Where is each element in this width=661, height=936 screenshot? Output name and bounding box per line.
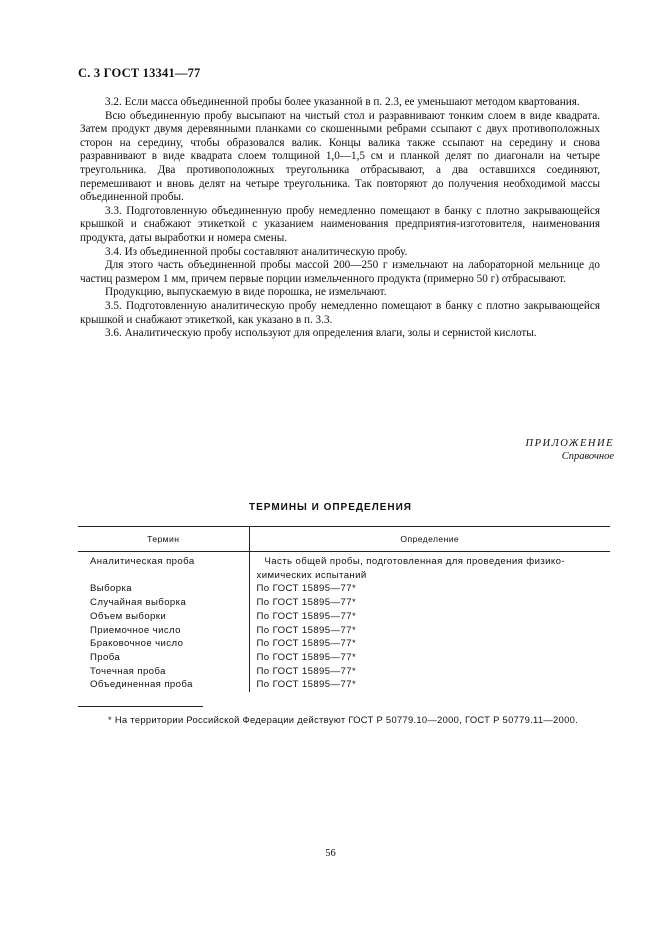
definition-cell: По ГОСТ 15895—77* (249, 637, 610, 651)
table-row (78, 651, 610, 665)
footnote: * На территории Российской Федерации действуют ГОСТ Р 50779.10—2000, ГОСТ Р 50779.11—2000. (108, 714, 578, 725)
term-cell: Объединенная проба (90, 679, 193, 691)
paragraph-3-3: 3.3. Подготовленную объединенную пробу немедленно помещают в банку с плотно закрывающейся крышкой и снабжают этикеткой с указанием наименования предприятия-изготовителя, наименования продукта, даты выработки и номера смены. (80, 204, 600, 244)
term-cell: Точечная проба (90, 665, 166, 677)
paragraph-3-5: 3.5. Подготовленную аналитическую пробу немедленно помещают в банку с плотно закрывающейся крышкой и снабжают этикеткой, как указано в п. 3.3. (80, 299, 600, 326)
page-number: 56 (325, 848, 336, 859)
table-row (78, 552, 610, 583)
table-row (78, 610, 610, 624)
page-header: С. 3 ГОСТ 13341—77 (78, 66, 201, 80)
definition-cell: По ГОСТ 15895—77* (249, 624, 610, 638)
table-row (78, 665, 610, 679)
table-row (78, 637, 610, 651)
table-row (78, 596, 610, 610)
table-header-row (78, 527, 610, 552)
appendix-title: ПРИЛОЖЕНИЕ (525, 438, 614, 449)
definition-cell: По ГОСТ 15895—77* (249, 678, 610, 692)
appendix-label (526, 437, 615, 463)
terms-title: ТЕРМИНЫ И ОПРЕДЕЛЕНИЯ (249, 502, 412, 513)
body-text (80, 96, 600, 341)
paragraph-grinding: Для этого часть объединенной пробы массой 200—250 г измельчают на лабораторной мельнице до частиц размером 1 мм, причем первые порции измельченного продукта (примерно 50 г) отбрасывают. (80, 259, 600, 285)
paragraph-quartering: Всю объединенную пробу высыпают на чистый стол и разравнивают тонким слоем в виде квадрата. Затем продукт двумя деревянными планками со скошенными ребрами ссыпают с двух противоположных сторон на середину, чтобы образовался валик. Концы валика также ссыпают на середину и снова разравнивают в виде квадрата слоем толщиной 1,0—1,5 см и планкой делят по диагонали на четыре треугольника. Два противоположных треугольника отбрасывают, а два оставшихся соединяют, перемешивают и вновь делят на четыре треугольника. Так повторяют до получения необходимой массы объединенной пробы. (80, 109, 600, 204)
definition-cell: По ГОСТ 15895—77* (249, 610, 610, 624)
term-cell: Аналитическая проба (90, 556, 195, 567)
term-cell: Выборка (90, 583, 133, 595)
paragraph-3-2: 3.2. Если масса объединенной пробы более указанной в п. 2.3, ее уменьшают методом квартования. (105, 96, 580, 108)
term-cell: Случайная выборка (90, 597, 187, 609)
table-row (78, 582, 610, 596)
term-cell: Приемочное число (90, 624, 181, 636)
header-term: Термин (78, 527, 249, 552)
footnote-divider (78, 706, 203, 707)
definition-cell: По ГОСТ 15895—77* (249, 596, 610, 610)
terms-table (78, 526, 610, 692)
table-row (78, 624, 610, 638)
appendix-subtitle: Справочное (561, 451, 614, 462)
definition-cell: По ГОСТ 15895—77* (249, 651, 610, 665)
table-row (78, 678, 610, 692)
paragraph-powder: Продукцию, выпускаемую в виде порошка, не измельчают. (105, 286, 387, 299)
definition-cell: По ГОСТ 15895—77* (249, 665, 610, 679)
term-cell: Браковочное число (90, 638, 184, 650)
header-definition: Определение (249, 527, 610, 552)
paragraph-3-6: 3.6. Аналитическую пробу используют для определения влаги, золы и сернистой кислоты. (105, 327, 537, 340)
paragraph-3-4: 3.4. Из объединенной пробы составляют аналитическую пробу. (105, 245, 408, 258)
definition-cell: По ГОСТ 15895—77* (249, 582, 610, 596)
term-cell: Проба (90, 651, 121, 663)
term-cell: Объем выборки (90, 610, 167, 622)
definition-cell: Часть общей пробы, подготовленная для проведения физико-химических испытаний (249, 552, 610, 583)
